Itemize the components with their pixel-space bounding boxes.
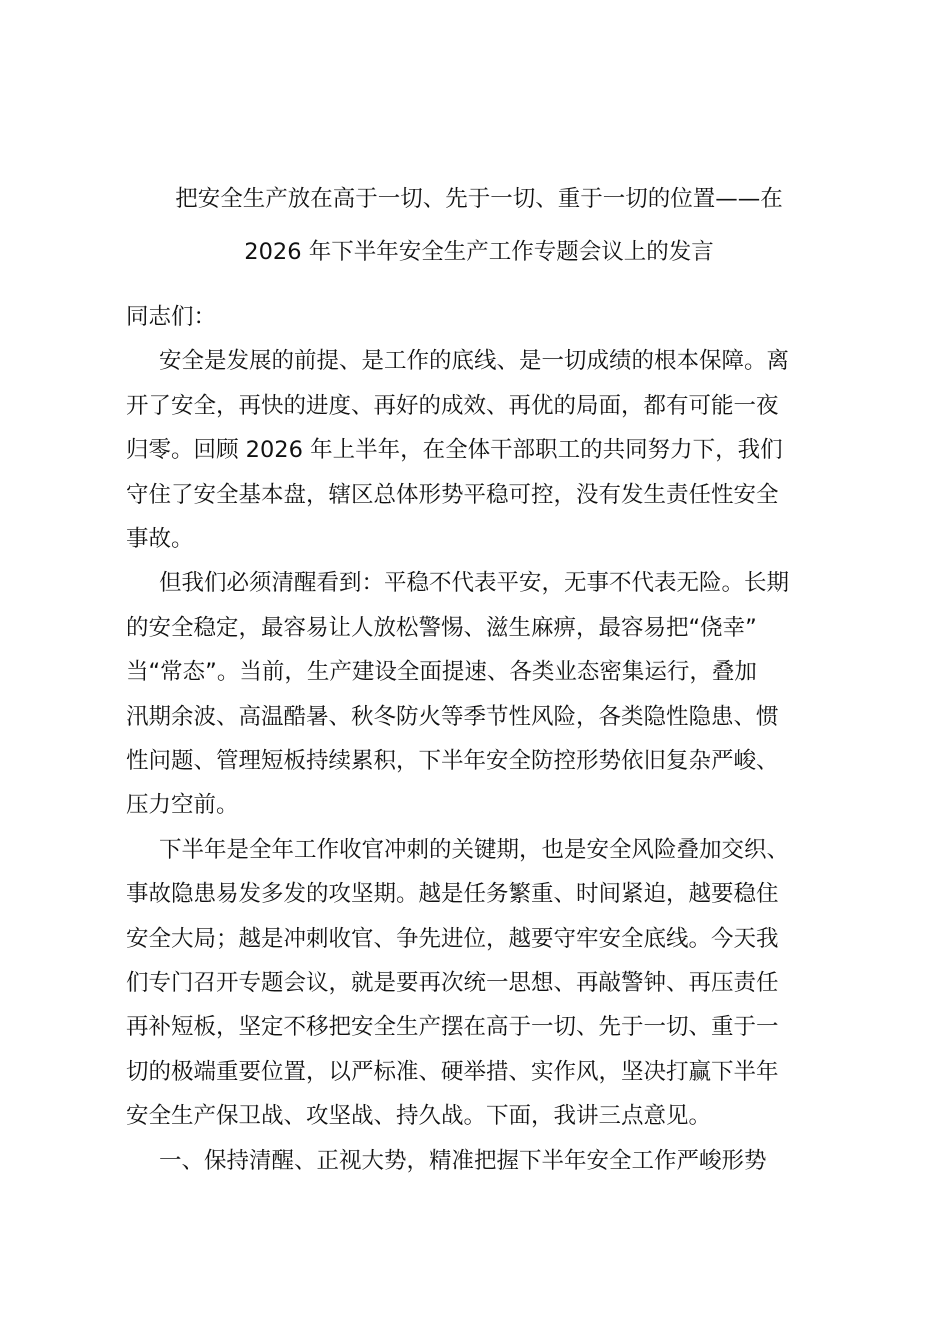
paragraph-line: 汛期余波、高温酷暑、秋冬防火等季节性风险，各类隐性隐患、惯 (126, 704, 779, 730)
salutation: 同志们： (126, 304, 217, 330)
paragraph-line: 下半年是全年工作收官冲刺的关键期，也是安全风险叠加交织、 (159, 837, 790, 863)
paragraph-line: 守住了安全基本盘，辖区总体形势平稳可控，没有发生责任性安全 (126, 482, 779, 508)
paragraph-line: 的安全稳定，最容易让人放松警惕、滋生麻痹，最容易把“侥幸” (126, 615, 757, 641)
paragraph-line: 安全生产保卫战、攻坚战、持久战。下面，我讲三点意见。 (126, 1103, 712, 1129)
paragraph-line: 们专门召开专题会议，就是要再次统一思想、再敲警钟、再压责任 (126, 970, 779, 996)
paragraph-line: 再补短板，坚定不移把安全生产摆在高于一切、先于一切、重于一 (126, 1014, 779, 1040)
title-line-2: 2026 年下半年安全生产工作专题会议上的发言 (244, 239, 714, 265)
paragraph-line: 归零。回顾 2026 年上半年，在全体干部职工的共同努力下，我们 (126, 437, 783, 463)
paragraph-line: 性问题、管理短板持续累积，下半年安全防控形势依旧复杂严峻、 (126, 748, 779, 774)
paragraph-line: 切的极端重要位置，以严标准、硬举措、实作风，坚决打赢下半年 (126, 1059, 779, 1085)
paragraph-line: 安全大局；越是冲刺收官、争先进位，越要守牢安全底线。今天我 (126, 926, 779, 952)
paragraph-line: 开了安全，再快的进度、再好的成效、再优的局面，都有可能一夜 (126, 393, 779, 419)
section-heading: 一、保持清醒、正视大势，精准把握下半年安全工作严峻形势 (159, 1148, 767, 1174)
paragraph-line: 当“常态”。当前，生产建设全面提速、各类业态密集运行，叠加 (126, 659, 757, 685)
paragraph-line: 但我们必须清醒看到：平稳不代表平安，无事不代表无险。长期 (159, 570, 790, 596)
paragraph-line: 安全是发展的前提、是工作的底线、是一切成绩的根本保障。离 (159, 348, 790, 374)
paragraph-line: 事故。 (126, 526, 194, 552)
paragraph-line: 事故隐患易发多发的攻坚期。越是任务繁重、时间紧迫，越要稳住 (126, 881, 779, 907)
title-line-1: 把安全生产放在高于一切、先于一切、重于一切的位置——在 (175, 186, 783, 212)
paragraph-line: 压力空前。 (126, 792, 239, 818)
